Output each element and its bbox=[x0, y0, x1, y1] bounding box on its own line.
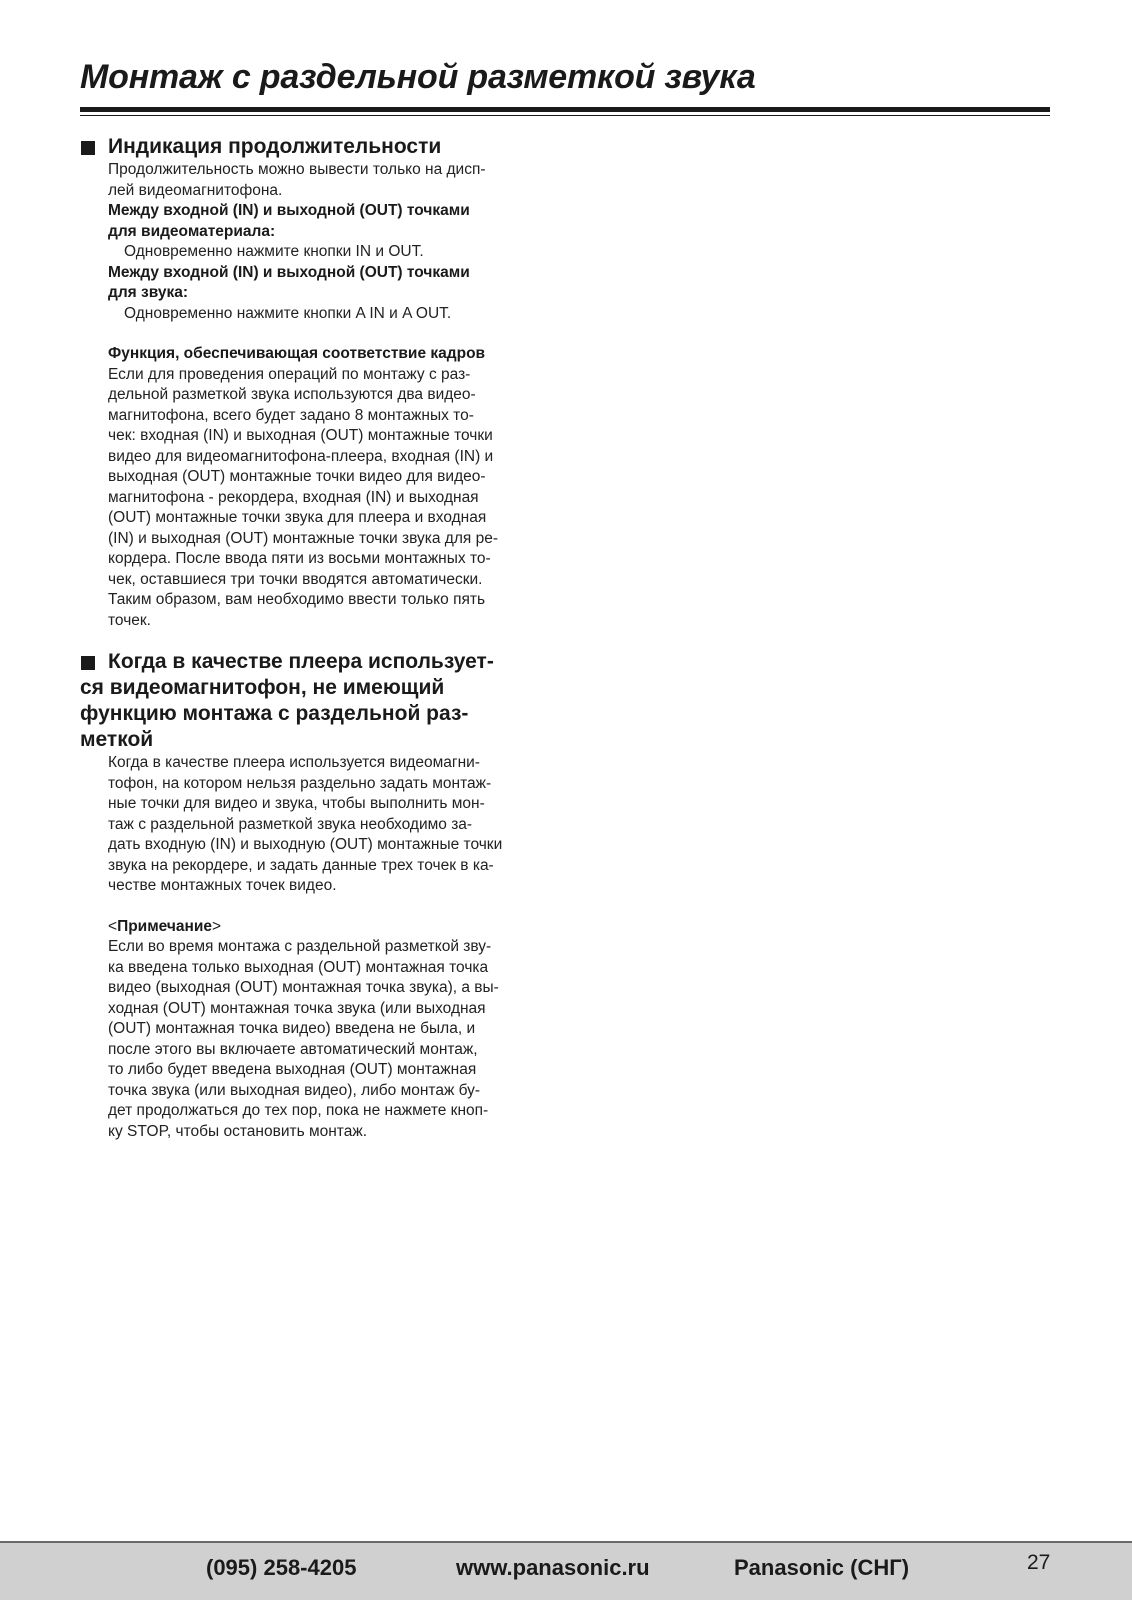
content-column bbox=[80, 134, 560, 1142]
text-line: (OUT) монтажная точка видео) введена не была, и bbox=[108, 1020, 476, 1037]
text-line: кордера. После ввода пяти из восьми монтажных то- bbox=[108, 550, 491, 567]
text-line: после этого вы включаете автоматический монтаж, bbox=[108, 1040, 478, 1058]
audio-label-line: для звука: bbox=[108, 284, 189, 301]
text-line: магнитофона - рекордера, входная (IN) и выходная bbox=[108, 488, 479, 506]
video-label-line: Между входной (IN) и выходной (OUT) точками bbox=[108, 202, 470, 219]
text-line: звука на рекордере, и задать данные трех точек в ка- bbox=[108, 856, 494, 874]
text-line: Если для проведения операций по монтажу с раз- bbox=[108, 365, 471, 383]
text-line: Когда в качестве плеера используется видеомагни- bbox=[108, 754, 480, 771]
text-line: Продолжительность можно вывести только на дисп- bbox=[108, 161, 486, 178]
text-line: ка введена только выходная (OUT) монтажная точка bbox=[108, 958, 489, 976]
audio-label-line: Между входной (IN) и выходной (OUT) точками bbox=[108, 263, 470, 281]
text-line: видео для видеомагнитофона-плеера, входная (IN) и bbox=[108, 447, 494, 465]
heading-line: меткой bbox=[80, 728, 154, 751]
bullet-square-icon bbox=[81, 141, 95, 155]
section-body-duration bbox=[108, 160, 560, 631]
title-rule-thin bbox=[80, 115, 1050, 116]
section-body-player bbox=[108, 753, 560, 1142]
text-line: точка звука (или выходная видео), либо монтаж бу- bbox=[108, 1081, 481, 1099]
text-line: Таким образом, вам необходимо ввести только пять bbox=[108, 591, 486, 608]
section-heading-player bbox=[80, 649, 560, 675]
text-line: (OUT) монтажные точки звука для плеера и входная bbox=[108, 509, 487, 526]
text-line: ходная (OUT) монтажная точка звука (или выходная bbox=[108, 999, 486, 1017]
footer-website: www.panasonic.ru bbox=[456, 1555, 650, 1580]
page-number: 27 bbox=[1027, 1551, 1051, 1574]
spacer bbox=[80, 631, 560, 649]
text-line: дать входную (IN) и выходную (OUT) монтажные точки bbox=[108, 836, 503, 853]
page-footer bbox=[0, 1541, 1132, 1600]
text-line: видео (выходная (OUT) монтажная точка звука), а вы- bbox=[108, 979, 499, 996]
text-line: чек: входная (IN) и выходная (OUT) монтажные точки bbox=[108, 427, 493, 444]
text-line: тофон, на котором нельзя раздельно задать монтаж- bbox=[108, 774, 492, 792]
spacer bbox=[108, 324, 560, 344]
heading-line: функцию монтажа с раздельной раз- bbox=[80, 702, 469, 725]
heading-continuation bbox=[80, 675, 560, 753]
function-title: Функция, обеспечивающая соответствие кадров bbox=[108, 345, 486, 362]
note-bracket-close: > bbox=[212, 917, 222, 935]
video-instruction: Одновременно нажмите кнопки IN и OUT. bbox=[124, 243, 424, 260]
text-line: честве монтажных точек видео. bbox=[108, 877, 337, 894]
text-line: лей видеомагнитофона. bbox=[108, 181, 283, 199]
footer-phone: (095) 258-4205 bbox=[206, 1555, 357, 1580]
text-line: ку STOP, чтобы остановить монтаж. bbox=[108, 1122, 368, 1140]
footer-company: Panasonic (СНГ) bbox=[734, 1555, 910, 1580]
text-line: Если во время монтажа с раздельной разметкой зву- bbox=[108, 938, 492, 955]
video-label-line: для видеоматериала: bbox=[108, 222, 276, 240]
heading-line: Когда в качестве плеера использует- bbox=[108, 650, 494, 673]
spacer bbox=[108, 897, 560, 917]
text-line: то либо будет введена выходная (OUT) монтажная bbox=[108, 1061, 477, 1078]
text-line: ные точки для видео и звука, чтобы выполнить мон- bbox=[108, 795, 485, 812]
text-line: выходная (OUT) монтажные точки видео для видео- bbox=[108, 468, 486, 485]
audio-instruction: Одновременно нажмите кнопки A IN и A OUT. bbox=[124, 304, 452, 322]
text-line: (IN) и выходная (OUT) монтажные точки звука для ре- bbox=[108, 529, 498, 547]
text-line: точек. bbox=[108, 611, 151, 629]
page-title: Монтаж с раздельной разметкой звука bbox=[80, 58, 756, 96]
note-heading bbox=[108, 917, 560, 938]
section-heading-duration bbox=[80, 134, 560, 160]
text-line: магнитофона, всего будет задано 8 монтажных то- bbox=[108, 406, 474, 424]
text-line: дельной разметкой звука используются два видео- bbox=[108, 386, 476, 403]
text-line: чек, оставшиеся три точки вводятся автоматически. bbox=[108, 570, 483, 588]
heading-line: ся видеомагнитофон, не имеющий bbox=[80, 676, 445, 699]
section-heading-text: Индикация продолжительности bbox=[108, 135, 442, 158]
bullet-square-icon bbox=[81, 656, 95, 670]
title-rule-thick bbox=[80, 107, 1050, 112]
text-line: таж с раздельной разметкой звука необходимо за- bbox=[108, 815, 473, 833]
note-bracket-open: < bbox=[108, 917, 118, 935]
text-line: дет продолжаться до тех пор, пока не нажмете кноп- bbox=[108, 1102, 489, 1119]
note-label: Примечание bbox=[117, 917, 213, 935]
